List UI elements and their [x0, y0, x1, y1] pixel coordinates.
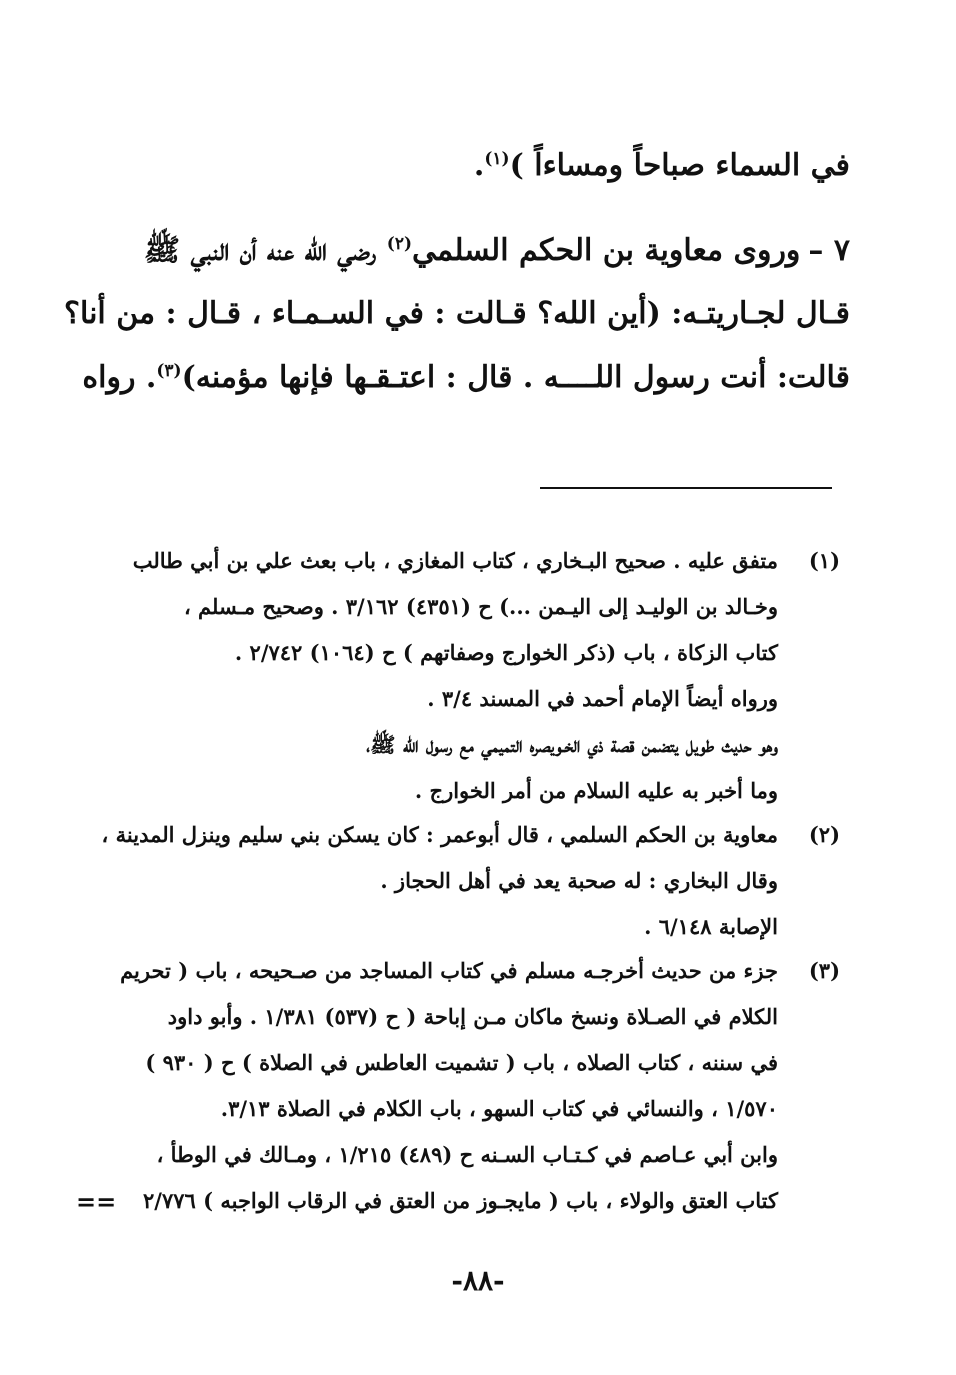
footnote-3-line-4: ١/٥٧٠ ، والنسائي في كتاب السهو ، باب الكلام في الصلاة ٣/١٣.	[220, 1096, 778, 1121]
footnote-2-line-2: وقال البخاري : له صحبة يعد في أهل الحجاز .	[380, 868, 778, 893]
main-line-1-text: في السماء صباحاً ومساءاً )	[509, 148, 850, 183]
main-line-2-text-a: وروى معاوية بن الحكم السلمي	[412, 233, 801, 268]
footnote-ref-3: (٣)	[156, 361, 182, 381]
item-number: ٧ –	[808, 233, 850, 268]
footnote-3-number: (٣)	[808, 958, 840, 983]
footnote-separator	[540, 487, 832, 489]
footnote-3-line-3: في سننه ، كتاب الصلاه ، باب ( تشميت العاطس في الصلاة ) ح ( ٩٣٠ )	[145, 1050, 778, 1075]
footnote-3-line-2: الكلام في الصـلاة ونسخ ماكان مـن إباحة ( ح (٥٣٧) ١/٣٨١ . وأبو داود	[167, 1004, 778, 1029]
footnote-1-extra-2: وما أخبر به عليه السلام من أمر الخوارج .	[414, 778, 778, 803]
footnote-1-line-4: ورواه أيضاً الإمام أحمد في المسند ٣/٤ .	[427, 686, 778, 711]
continuation-mark: ==	[76, 1187, 117, 1216]
main-line-4-text-b: . رواه	[82, 360, 157, 395]
footnote-1-extra-1: وهو حديث طويل يتضمن قصة ذي الخـويصره التميمي مع رسول الله ﷺ،	[366, 732, 778, 757]
footnote-ref-2: (٢)	[386, 234, 413, 254]
page-number: -٨٨-	[451, 1264, 505, 1297]
footnote-2-line-3: الإصابة ٦/١٤٨ .	[644, 914, 778, 939]
footnote-1-line-2: وخـالد بن الوليـد إلى اليـمن ...) ح (٤٣٥١) ٣/١٦٢ . وصحيح مـسلم ،	[183, 594, 778, 619]
footnote-3-line-1: جزء من حديث أخرجـه مسلم في كتاب المساجد من صـحيحه ، باب ( تحريم	[120, 958, 778, 983]
main-line-2	[80, 232, 850, 275]
footnote-2-number: (٢)	[808, 822, 840, 847]
footnote-3-extra-2: كتاب العتق والولاء ، باب ( مايجـوز من العتق في الرقاب الواجبه ) ٢/٧٧٦	[143, 1188, 778, 1213]
main-line-3-text: قـال لجـاريتـه: (أين الله؟ قـالت : في السـمـاء ، قـال : من أنا؟	[64, 296, 850, 331]
main-line-1	[80, 148, 850, 183]
main-line-3	[64, 296, 850, 331]
footnote-1-line-1: متفق عليه . صحيح البـخاري ، كتاب المغازي ، باب بعث علي بن أبي طالب	[132, 548, 778, 573]
footnote-2-line-1: معاوية بن الحكم السلمي ، قال أبوعمر : كان يسكن بني سليم وينزل المدينة ،	[101, 822, 778, 847]
footnote-ref-1: (١)	[484, 149, 510, 169]
main-line-4-text-a: قالت: أنت رسول اللــــه . قال : اعتـقـها فإنها مؤمنه)	[181, 360, 850, 395]
footnote-3-extra-1: وابن أبي عـاصم في كـتـاب السـنه ح (٤٨٩) ١/٢١٥ ، ومـالك في الوطأ ،	[156, 1142, 778, 1167]
main-line-4	[80, 360, 850, 395]
main-line-2-text-b: رضي الله عنه أن النبي ﷺ	[143, 233, 377, 268]
main-line-1-end: .	[473, 148, 485, 183]
footnote-1-line-3: كتاب الزكاة ، باب (ذكر الخوارج وصفاتهم ) ح (١٠٦٤) ٢/٧٤٢ .	[234, 640, 778, 665]
footnote-1-number: (١)	[808, 548, 840, 573]
